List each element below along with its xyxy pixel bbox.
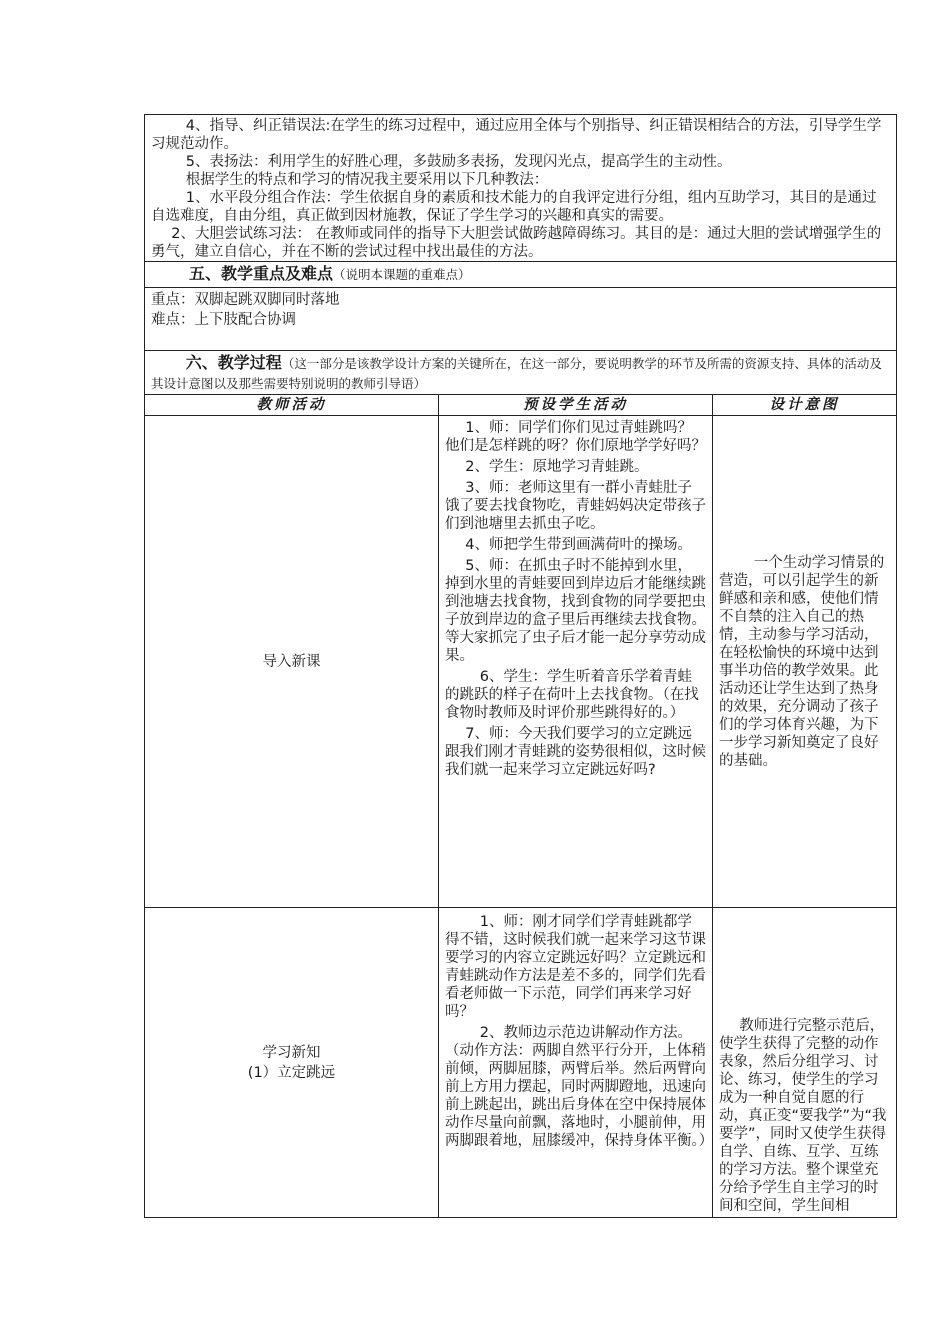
section5-heading — [145, 262, 897, 288]
method-paragraph: 1、水平段分组合作法：学生依据自身的素质和技术能力的自我评定进行分组，组内互助学习，其目的是通过自选难度，自由分组，真正做到因材施教，保证了学生学习的兴趣和真实的需要。 — [151, 190, 877, 224]
list-item: 4、师把学生带到画满荷叶的操场。 — [465, 537, 693, 553]
section6-note: （这一部分是该教学设计方案的关键所在，在这一部分，要说明教学的环节及所需的资源支持、具体的活动及其设计意图以及那些需要特别说明的教师引导语） — [151, 356, 882, 391]
method-paragraph: 4、指导、纠正错误法:在学生的练习过程中，通过应用全体与个别指导、纠正错误相结合的方法，引导学生学习规范动作。 — [151, 118, 882, 152]
method-paragraph: 根据学生的特点和学习的情况我主要采用以下几种教法： — [185, 172, 549, 188]
list-item: 2、学生：原地学习青蛙跳。 — [465, 459, 649, 475]
teacher-activity-cell — [145, 908, 439, 1218]
header-teacher-activity: 教师活动 — [145, 395, 439, 416]
teacher-activity-label: 学习新知 — [262, 1044, 321, 1061]
design-intent-cell — [713, 416, 897, 908]
design-intent-cell — [713, 908, 897, 1218]
table-row — [145, 416, 897, 908]
list-item: 1、师：同学们你们见过青蛙跳吗？他们是怎样跳的呀？你们原地学学好吗？ — [445, 420, 706, 454]
section6-title: 六、教学过程 — [185, 353, 282, 372]
table-row — [145, 908, 897, 1218]
key-point: 重点：双脚起跳双脚同时落地 — [151, 292, 340, 308]
list-item: 2、教师边示范边讲解动作方法。（动作方法：两脚自然平行分开，上体稍前倾，两脚屈膝，两臂后举。然后两臂向前上方用力摆起，同时两脚蹬地，迅速向前上跳起出，跳出后身体在空中保持展体动作尽量向前飘，落地时，小腿前伸，用两脚跟着地，屈膝缓冲，保持身体平衡。） — [445, 1025, 714, 1149]
methods-cell — [145, 115, 897, 262]
teacher-activity-cell — [145, 416, 439, 908]
list-item: 6、学生：学生听着音乐学着青蛙的跳跃的样子在荷叶上去找食物。（在找食物时教师及时评价那些跳得好的。） — [445, 669, 699, 721]
method-paragraph: 2、大胆尝试练习法： 在教师或同伴的指导下大胆尝试做跨越障碍练习。其目的是：通过大胆的尝试增强学生的勇气，建立自信心，并在不断的尝试过程中找出最佳的方法。 — [151, 226, 882, 260]
section5-title: 五、教学重点及难点 — [189, 264, 334, 283]
design-intent-text: 一个生动学习情景的营造，可以引起学生的新鲜感和亲和感，使他们情不自禁的注入自己的热情，主动参与学习活动，在轻松愉快的环境中达到事半功倍的教学效果。此活动还让学生达到了热身的效果，充分调动了孩子们的学习体育兴趣，为下一步学习新知奠定了良好的基础。 — [719, 554, 885, 769]
student-activity-cell — [439, 416, 713, 908]
header-design-intent: 设计意图 — [713, 395, 897, 416]
design-intent-text: 教师进行完整示范后，使学生获得了完整的动作表象，然后分组学习、讨论、练习，使学生的学习成为一种自觉自愿的行动，真正变“要我学”为“我要学”，同时又使学生获得自学、自练、互学、互练的学习方法。整个课堂充分给予学生自主学习的时间和空间，学生间相 — [719, 1018, 887, 1214]
header-student-activity: 预设学生活动 — [439, 395, 713, 416]
student-activity-cell — [439, 908, 713, 1218]
section5-body-row — [145, 288, 897, 351]
table-header-row — [145, 395, 897, 416]
section6-heading — [145, 351, 897, 395]
methods-row — [145, 115, 897, 262]
key-points-cell — [145, 288, 897, 351]
list-item: 3、师：老师这里有一群小青蛙肚子饿了要去找食物吃，青蛙妈妈决定带孩子们到池塘里去抓虫子吃。 — [445, 480, 706, 532]
list-item: 7、师：今天我们要学习的立定跳远跟我们刚才青蛙跳的姿势很相似，这时候我们就一起来学习立定跳远好吗? — [445, 726, 706, 778]
list-item: 5、师：在抓虫子时不能掉到水里，掉到水里的青蛙要回到岸边后才能继续跳到池塘去找食物，找到食物的同学要把虫子放到岸边的盒子里后再继续去找食物。等大家抓完了虫子后才能一起分享劳动成果。 — [445, 558, 706, 664]
list-item: 1、师：刚才同学们学青蛙跳都学得不错，这时候我们就一起来学习这节课要学习的内容立定跳远好吗？立定跳远和青蛙跳动作方法是差不多的，同学们先看看老师做一下示范，同学们再来学习好吗？ — [445, 914, 706, 1020]
lesson-plan-table — [144, 114, 897, 1218]
method-paragraph: 5、表扬法：利用学生的好胜心理，多鼓励多表扬，发现闪光点，提高学生的主动性。 — [185, 154, 732, 170]
section6-title-row — [145, 351, 897, 395]
teacher-activity-label: 导入新课 — [262, 653, 321, 670]
difficulty-point: 难点：上下肢配合协调 — [151, 312, 296, 328]
teacher-activity-sublabel: (1）立定跳远 — [247, 1064, 336, 1081]
section5-note: （说明本课题的重难点） — [333, 267, 471, 282]
lesson-plan-document — [144, 114, 896, 1218]
section5-title-row — [145, 262, 897, 288]
